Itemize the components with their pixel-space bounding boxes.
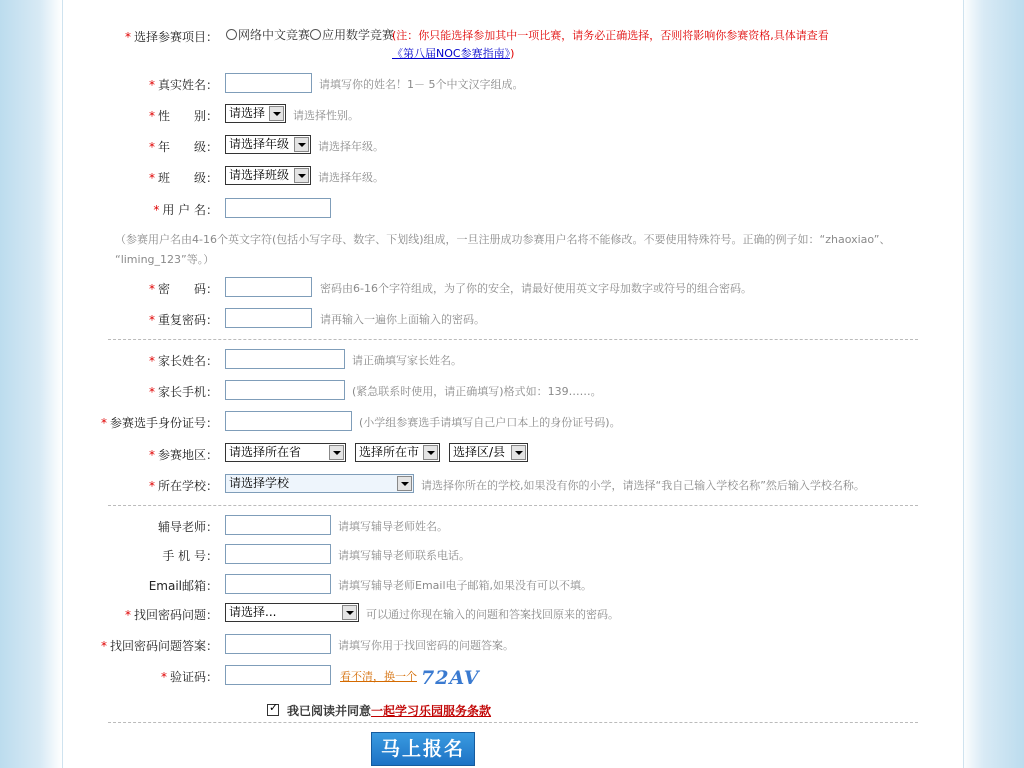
agree-row <box>267 702 491 719</box>
captcha-label: 验证码： <box>169 670 218 684</box>
real-name-input[interactable] <box>225 73 312 93</box>
guide-link[interactable]: 《第八届NOC参赛指南》 <box>392 47 511 60</box>
real-name-hint: 请填写你的姓名！1－ 5个中文汉字组成。 <box>319 78 524 91</box>
class-select[interactable]: 请选择班级 <box>225 166 311 185</box>
chevron-down-icon <box>294 137 309 152</box>
chevron-down-icon <box>511 445 526 460</box>
question-select[interactable]: 请选择... <box>225 603 359 622</box>
city-select[interactable]: 选择所在市 <box>355 443 440 462</box>
chevron-down-icon <box>294 168 309 183</box>
username-note: （参赛用户名由4-16个英文字符(包括小写字母、数字、下划线)组成，一旦注册成功参赛用户名将不能修改。不要使用特殊符号。正确的例子如：“zhaoxiao”、 <box>115 233 891 246</box>
username-row: * 用 户 名： <box>0 198 1024 220</box>
gender-select[interactable]: 请选择 <box>225 104 286 123</box>
chevron-down-icon <box>329 445 344 460</box>
captcha-row: * 验证码： 看不清，换一个 <box>0 665 1024 687</box>
competition-note-line2: 《第八届NOC参赛指南》) <box>392 47 515 60</box>
email-label: Email邮箱： <box>148 579 218 593</box>
tutor-row <box>0 515 1024 537</box>
divider <box>108 722 918 723</box>
mobile-label: 手 机 号： <box>162 549 218 563</box>
school-select[interactable]: 请选择学校 <box>225 474 414 493</box>
email-hint: 请填写辅导老师Email电子邮箱,如果没有可以不填。 <box>338 579 593 592</box>
divider <box>108 505 918 506</box>
school-row: * 所在学校： 请选择学校 请选择你所在的学校,如果没有你的小学，请选择“我自己输入学校名称”然后输入学校名称。 <box>148 476 865 493</box>
class-label: 班 级： <box>157 171 218 185</box>
district-select[interactable]: 选择区/县 <box>449 443 528 462</box>
parent-name-row: * 家长姓名： 请正确填写家长姓名。 <box>0 349 1024 371</box>
parent-phone-hint: (紧急联系时使用，请正确填写)格式如：139……。 <box>352 385 602 398</box>
region-label: 参赛地区： <box>157 448 218 462</box>
gender-label: 性 别： <box>157 109 218 123</box>
check-icon: ✓ <box>269 701 279 714</box>
competition-note: (注：你只能选择参加其中一项比赛，请务必正确选择，否则将影响你参赛资格,具体请查看 <box>392 29 829 42</box>
id-number-input[interactable] <box>225 411 352 431</box>
mobile-row <box>0 544 1024 566</box>
agree-checkbox[interactable] <box>267 701 279 716</box>
chevron-down-icon <box>342 605 357 620</box>
competition-row <box>0 25 1024 60</box>
radio-chinese[interactable] <box>226 29 237 40</box>
gender-row: * 性 别： 请选择 请选择性别。 <box>148 106 359 123</box>
terms-link[interactable]: 一起学习乐园服务条款 <box>371 704 492 718</box>
province-select[interactable]: 请选择所在省 <box>225 443 346 462</box>
password-row: * 密 码： 密码由6-16个字符组成，为了你的安全，请最好使用英文字母加数字或符号的组合密码。 <box>0 277 1024 299</box>
username-label: 用 户 名： <box>162 203 218 217</box>
parent-name-label: 家长姓名： <box>157 354 218 368</box>
tutor-input[interactable] <box>225 515 331 535</box>
username-input[interactable] <box>225 198 331 218</box>
radio-math[interactable] <box>310 29 321 40</box>
answer-row: * 找回密码问题答案： 请填写你用于找回密码的问题答案。 <box>0 634 1024 656</box>
real-name-row: * 真实姓名： 请填写你的姓名！1－ 5个中文汉字组成。 <box>0 73 1024 95</box>
mobile-hint: 请填写辅导老师联系电话。 <box>338 549 470 562</box>
password-input[interactable] <box>225 277 312 297</box>
password-confirm-row: * 重复密码： 请再输入一遍你上面输入的密码。 <box>0 308 1024 330</box>
agree-text: 我已阅读并同意 <box>287 704 372 718</box>
chevron-down-icon <box>397 476 412 491</box>
parent-name-input[interactable] <box>225 349 345 369</box>
parent-phone-label: 家长手机： <box>157 385 218 399</box>
grade-row: * 年 级： 请选择年级 请选择年级。 <box>148 137 384 154</box>
password-confirm-input[interactable] <box>225 308 312 328</box>
id-number-hint: (小学组参赛选手请填写自己户口本上的身份证号码)。 <box>359 416 621 429</box>
captcha-image[interactable]: 72AV <box>421 667 480 689</box>
email-input[interactable] <box>225 574 331 594</box>
password-label: 密 码： <box>157 282 218 296</box>
school-label: 所在学校： <box>157 479 218 493</box>
grade-hint: 请选择年级。 <box>318 140 384 153</box>
parent-phone-row: * 家长手机： (紧急联系时使用，请正确填写)格式如：139……。 <box>0 380 1024 402</box>
mobile-input[interactable] <box>225 544 331 564</box>
class-hint: 请选择年级。 <box>318 171 384 184</box>
password-hint: 密码由6-16个字符组成，为了你的安全，请最好使用英文字母加数字或符号的组合密码。 <box>320 282 752 295</box>
question-row: * 找回密码问题： 请选择... 可以通过你现在输入的问题和答案找回原来的密码。 <box>124 605 619 622</box>
parent-phone-input[interactable] <box>225 380 345 400</box>
parent-name-hint: 请正确填写家长姓名。 <box>352 354 462 367</box>
email-row <box>0 574 1024 596</box>
class-row: * 班 级： 请选择班级 请选择年级。 <box>148 168 384 185</box>
grade-label: 年 级： <box>157 140 218 154</box>
id-number-label: 参赛选手身份证号： <box>109 416 218 430</box>
tutor-hint: 请填写辅导老师姓名。 <box>338 520 448 533</box>
username-note-line2: “liming_123”等。） <box>115 253 215 266</box>
answer-hint: 请填写你用于找回密码的问题答案。 <box>338 639 514 652</box>
school-hint: 请选择你所在的学校,如果没有你的小学，请选择“我自己输入学校名称”然后输入学校名称。 <box>421 479 865 492</box>
divider <box>108 339 918 340</box>
chevron-down-icon <box>423 445 438 460</box>
answer-input[interactable] <box>225 634 331 654</box>
chevron-down-icon <box>269 106 284 121</box>
question-hint: 可以通过你现在输入的问题和答案找回原来的密码。 <box>366 608 619 621</box>
password-confirm-label: 重复密码： <box>157 313 218 327</box>
real-name-label: 真实姓名： <box>157 78 218 92</box>
tutor-label: 辅导老师： <box>157 520 218 534</box>
competition-label: * 选择参赛项目： <box>124 30 218 44</box>
answer-label: 找回密码问题答案： <box>109 639 218 653</box>
captcha-input[interactable] <box>225 665 331 685</box>
competition-options: 网络中文竞赛 应用数学竞赛 <box>226 26 394 43</box>
password-confirm-hint: 请再输入一遍你上面输入的密码。 <box>320 313 485 326</box>
captcha-refresh-link[interactable]: 看不清，换一个 <box>340 670 417 683</box>
id-number-row: * 参赛选手身份证号： (小学组参赛选手请填写自己户口本上的身份证号码)。 <box>0 411 1024 433</box>
submit-button[interactable]: 马上报名 <box>371 732 475 766</box>
question-label: 找回密码问题： <box>133 608 218 622</box>
grade-select[interactable]: 请选择年级 <box>225 135 311 154</box>
region-row: * 参赛地区： 请选择所在省 选择所在市 选择区/县 <box>0 443 1024 465</box>
gender-hint: 请选择性别。 <box>293 109 359 122</box>
